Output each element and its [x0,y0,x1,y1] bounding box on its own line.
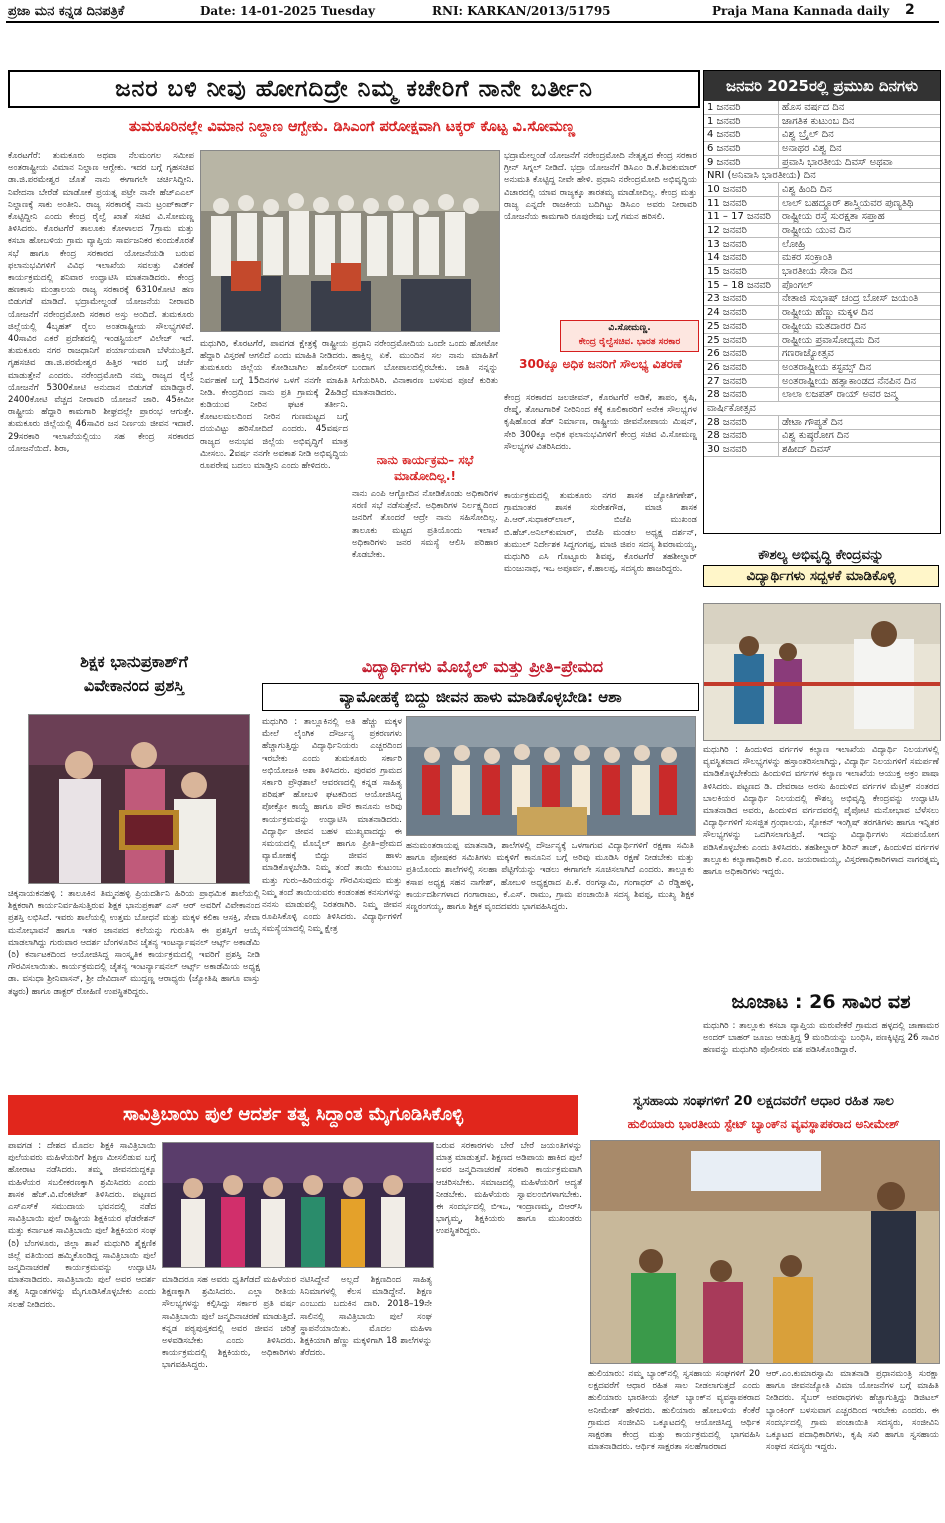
savitri-col-2: ಮಾಡಿದರೂ ಸಹ ಅವರು ಧೃತಿಗೆಡದೆ ಮಹಿಳೆಯರ ಶಿಕ್ಷಣಕ್ಕಾಗಿ ಶ್ರಮಿಸಿದರು. ಎಲ್ಲಾ ರೀತಿಯ ಸೌಲಭ್ಯಗಳನ್ನು ಕಲ್ಪಿಸಿದ್ದು ಸರ್ಕಾರ ಪ್ರತಿ ವರ್ಷ ಸಾವಿತ್ರಿಬಾಯಿ ಪುಲೆ ಜನ್ಮದಿನಾಚರಣೆ ಮಾಡುತ್ತಿದೆ. ಕನ್ನಡ ಪಠ್ಯಪುಸ್ತಕದಲ್ಲಿ ಅವರ ಜೀವನ ಚರಿತ್ರೆ ಅಳವಡಿಸಬೇಕು ಎಂದು ತಿಳಿಸಿದರು. ಕಾರ್ಯಕ್ರಮದಲ್ಲಿ ಶಿಕ್ಷಕಿಯರು, ಅಧಿಕಾರಿಗಳು ಭಾಗವಹಿಸಿದ್ದರು. [162,1275,296,1371]
event-cell: ಲಾಲಾ ಲಜಪತ್ ರಾಯ್ ಅವರ ಜನ್ಮ [779,388,941,402]
dates-table [704,101,940,457]
event-cell: ರಾಷ್ಟ್ರೀಯ ಮತದಾರರ ದಿನ [779,320,941,334]
event-cell: ಡೇಟಾ ಗೌಪ್ಯತೆ ದಿನ [779,415,941,429]
students-headline-1: ವಿದ್ಯಾರ್ಥಿಗಳು ಮೊಬೈಲ್ ಮತ್ತು ಪ್ರೀತಿ–ಪ್ರೇಮದ [361,657,604,676]
event-cell: ನೇತಾಜಿ ಸುಭಾಷ್ ಚಂದ್ರ ಬೋಸ್ ಜಯಂತಿ [779,292,941,306]
date-row [704,155,940,169]
students-headline-2: ವ್ಯಾಮೋಹಕ್ಕೆ ಬಿದ್ದು ಜೀವನ ಹಾಳು ಮಾಡಿಕೊಳ್ಳಬೇಡಿ: ಆಶಾ [262,683,699,711]
date-row [704,224,940,238]
event-cell: ಲೋಹ್ರಿ [779,237,941,251]
date-cell: 28 ಜನವರಿ [704,415,779,429]
event-cell: ರಾಷ್ಟ್ರೀಯ ಪ್ರವಾಸೋದ್ಯಮ ದಿನ [779,333,941,347]
event-cell: ರಾಷ್ಟ್ರೀಯ ಹೆಣ್ಣು ಮಕ್ಕಳ ದಿನ [779,306,941,320]
date-row [704,196,940,210]
award-photo-icon [29,715,249,883]
date-cell: 9 ಜನವರಿ [704,155,779,169]
date-row [704,292,940,306]
bank-headline: ಸ್ವಸಹಾಯ ಸಂಘಗಳಿಗೆ 20 ಲಕ್ಷದವರೆಗೆ ಆಧಾರ ರಹಿತ ಸಾಲ [633,1093,894,1109]
lead-column-300: ಕೇಂದ್ರ ಸರಕಾರದ ಜಲಜೀವನ್, ಕೊರಟಗೆರೆ ಅಡಿಕೆ, ತಾಪಂ, ಕೃಷಿ, ರೇಷ್ಮೆ, ತೋಟಗಾರಿಕೆ ನೀರಿನಿಂದ ಕೆಕ್ಕೆ ಕೂಲಿಕಾರರಿಗೆ ಅನೇಕ ಸೌಲಭ್ಯಗಳ ಕೃಷಿಹೊಂಡ ಶೆಡ್ ನಿರ್ಮಾಣ, ರಾಷ್ಟ್ರೀಯ ಜೀವನೋಪಾಯ ಮಿಷನ್, ಸೇರಿ 300ಕ್ಕೂ ಅಧಿಕ ಫಲಾನುಭವಿಗಳಿಗೆ ಕೇಂದ್ರ ಸಚಿವ ವಿ.ಸೋಮಣ್ಣ ಸೌಲಭ್ಯಗಳ ವಿತರಿಸಿದರು. [504,393,697,452]
group-photo-icon [407,717,695,835]
date-row [704,114,940,128]
savitri-col-1: ಪಾವಗಡ : ದೇಶದ ಮೊದಲ ಶಿಕ್ಷಕಿ ಸಾವಿತ್ರಿಬಾಯಿ ಪುಲೆಯವರು ಮಹಿಳೆಯರಿಗೆ ಶಿಕ್ಷಣ ಮೀಸಲಿಡುವ ಬಗ್ಗೆ ಹೋರಾಟ ನಡೆಸಿದರು. ತಮ್ಮ ಜೀವನದುದ್ದಕ್ಕೂ ಮಹಿಳೆಯರ ಸಬಲೀಕರಣಕ್ಕಾಗಿ ಶ್ರಮಿಸಿದರು ಎಂದು ಶಾಸಕ ಹೆಚ್.ವಿ.ವೆಂಕಟೇಶ್ ತಿಳಿಸಿದರು. ಪಟ್ಟಣದ ಎಸ್‌ಎಸ್‌ಕೆ ಸಮುದಾಯ ಭವನದಲ್ಲಿ ನಡೆದ ಸಾವಿತ್ರಿಬಾಯಿ ಪುಲೆ ರಾಷ್ಟ್ರೀಯ ಶಿಕ್ಷಕಿಯರ ಫೆಡರೇಶನ್ ಮತ್ತು ಕರ್ನಾಟಕ ಸಾವಿತ್ರಿಬಾಯಿ ಪುಲೆ ಶಿಕ್ಷಕಿಯರ ಸಂಘ (ರಿ) ಬೆಂಗಳೂರು, ಜಿಲ್ಲಾ ಶಾಖೆ ಮಧುಗಿರಿ ಶೈಕ್ಷಣಿಕ ಜಿಲ್ಲೆ ವತಿಯಿಂದ ಹಮ್ಮಿಕೊಂಡಿದ್ದ ಸಾವಿತ್ರಿಬಾಯಿ ಪುಲೆ ಜನ್ಮದಿನಾಚರಣೆ ಕಾರ್ಯಕ್ರಮವನ್ನು ಉದ್ಘಾಟಿಸಿ ಮಾತನಾಡಿದರು. ಸಾವಿತ್ರಿಬಾಯಿ ಪುಲೆ ಅವರ ಆದರ್ಶ ತತ್ವ ಸಿದ್ದಾಂತಗಳನ್ನು ಮೈಗೂಡಿಸಿಕೊಳ್ಳಬೇಕು ಎಂದು ಸಲಹೆ ನೀಡಿದರು. [8,1141,156,1310]
page-number: 2 [905,2,915,18]
date-row [704,347,940,361]
event-cell: ಲಾಲ್ ಬಹದ್ದೂರ್ ಶಾಸ್ತ್ರಿಯವರ ಪುಣ್ಯತಿಥಿ [779,196,941,210]
skill-headline-line2: ವಿದ್ಯಾರ್ಥಿಗಳು ಸದ್ಬಳಕೆ ಮಾಡಿಕೊಳ್ಳಿ [703,565,939,587]
important-dates-box [703,70,941,534]
date-cell: 23 ಜನವರಿ [704,292,779,306]
savitri-col-4: ಬರುವ ಸರಕಾರಗಳು ಬೇರೆ ಬೇರೆ ಜಯಂತಿಗಳನ್ನು ಮಾತ್ರ ಮಾಡುತ್ತವೆ. ಶಿಕ್ಷಣದ ಅಡಿಪಾಯ ಹಾಕಿದ ಪುಲೆ ಅವರ ಜನ್ಮದಿನಾಚರಣೆ ಸರಕಾರಿ ಕಾರ್ಯಕ್ರಮವಾಗಿ ಆಚರಿಸಬೇಕು. ಸಮಾಜದಲ್ಲಿ ಮಹಿಳೆಯರಿಗೆ ಆದ್ಯತೆ ನೀಡಬೇಕು. ಮಹಿಳೆಯರು ಸ್ವಾವಲಂಬಿಗಳಾಗಬೇಕು. ಈ ಸಂದರ್ಭದಲ್ಲಿ ಬಿಇಒ, ಇಂದ್ರಾಣಮ್ಮ, ಬಿಆರ್‌ಸಿ ಭಾಗ್ಯಮ್ಮ, ಶಿಕ್ಷಕಿಯರು ಹಾಗೂ ಮುಖಂಡರು ಉಪಸ್ಥಿತರಿದ್ದರು. [436,1141,582,1237]
date-row [704,429,940,443]
date-row [704,388,940,402]
date-cell: 14 ಜನವರಿ [704,251,779,265]
teacher-body: ಚಿಕ್ಕನಾಯಕನಹಳ್ಳಿ : ತಾಲೂಕಿನ ತಿಮ್ಮನಹಳ್ಳಿ ಪ್ರಿಯದರ್ಶಿನಿ ಹಿರಿಯ ಪ್ರಾಥಮಿಕ ಶಾಲೆಯಲ್ಲಿ ಶಿಕ್ಷಕರಾಗಿ ಕಾರ್ಯನಿರ್ವಹಿಸುತ್ತಿರುವ ಶಿಕ್ಷಕ ಭಾನುಪ್ರಕಾಶ್ ಎಸ್ ಆರ್ ಅವರಿಗೆ ವಿವೇಕಾನಂದ ಪ್ರಶಸ್ತಿ ಲಭಿಸಿದೆ. ಇವರು ಶಾಲೆಯಲ್ಲಿ ಉತ್ತಮ ಬೋಧನೆ ಮತ್ತು ಮಕ್ಕಳ ಕಲಿಕಾ ಆಸಕ್ತಿ, ಸೇವಾ ಮನೋಭಾವನೆ ಹಾಗೂ ಇತರ ಜಾನಪದ ಕಲೆಯನ್ನು ಗುರುತಿಸಿ ಈ ಪ್ರಶಸ್ತಿಗೆ ಆಯ್ಕೆ ಮಾಡಲಾಗಿದ್ದು ಗುರುವಾರ ಆದರ್ಶ ಬೆಂಗಳೂರಿನ ಚೈತನ್ಯ ಇಂಟರ್ನ್ಯಾಷನಲ್ ಆರ್ಟ್ಸ್ ಅಕಾಡೆಮಿ (ರಿ) ಕರ್ನಾಟಕದಿಂದ ಆಯೋಜಿಸಿದ್ದ ಸಾಂಸ್ಕೃತಿಕ ಕಾರ್ಯಕ್ರಮದಲ್ಲಿ ಇವರಿಗೆ ಪ್ರಶಸ್ತಿ ನೀಡಿ ಗೌರವಿಸಲಾಯಿತು. ಕಾರ್ಯಕ್ರಮದಲ್ಲಿ ಚೈತನ್ಯ ಇಂಟರ್ನ್ಯಾಷನಲ್ ಆರ್ಟ್ಸ್ ಅಕಾಡೆಮಿಯ ಅಧ್ಯಕ್ಷ ಡಾ. ವಸುಧಾ ಶ್ರೀನಿವಾಸನ್, ಶ್ರೀ ದೇವಿದಾಸ್ ಮುದ್ದಣ್ಣ ಆರಾಧ್ಯರು (ಜ್ಯೋತಿಷಿ ಹಾಗೂ ವಾಸ್ತು ತಜ್ಞರು) ಹಾಗೂ ಡಾಕ್ಟರ್ ರೋಹಿಣಿ ಉಪಸ್ಥಿತರಿದ್ದರು. [8,889,260,997]
date-row [704,306,940,320]
quote-name: ವಿ.ಸೋಮಣ್ಣ. [608,323,651,333]
crowd-photo-icon [201,151,499,331]
lead-column-final: ಕಾರ್ಯಕ್ರಮದಲ್ಲಿ ತುಮಕೂರು ನಗರ ಶಾಸಕ ಜ್ಯೋತಿಗಣೇಶ್, ಗ್ರಾಮಾಂತರ ಶಾಸಕ ಸುರೇಶಗೌಡ, ಮಾಜಿ ಶಾಸಕ ಪಿ.ಆರ್.ಸುಧಾಕರ್‌ಲಾಲ್, ಬಿಜೆಪಿ ಮುಖಂಡ ಬಿ.ಹೆಚ್.ಅನಿಲ್‌ಕುಮಾರ್, ಬಿಜೆಪಿ ಮಂಡಲ ಅಧ್ಯಕ್ಷ ದರ್ಶನ್, ತುಮುಲ್ ನಿರ್ದೇಶಕ ಸಿದ್ದಗಂಗಪ್ಪ, ಮಾಜಿ ಜಿಪಂ ಸದಸ್ಯ ಶಿವರಾಮಯ್ಯ, ಮಧುಗಿರಿ ಎಸಿ ಗೊಟ್ಟೂರು ಶಿವಪ್ಪ, ಕೊರಟಗೆರೆ ತಹಶೀಲ್ದಾರ್ ಮಂಜುನಾಥ, ಇಒ ಅಪೂರ್ವ, ಕೆ.ಹಾಲಪ್ಪ, ಸದಸ್ಯರು ಹಾಜರಿದ್ದರು. [504,491,697,575]
date-cell: 1 ಜನವರಿ [704,101,779,114]
event-cell: ವಿಶ್ವ ಕುಷ್ಠರೋಗ ದಿನ [779,429,941,443]
gambling-headline: ಜೂಜಾಟ : 26 ಸಾವಿರ ವಶ [731,991,911,1013]
date-cell: 24 ಜನವರಿ [704,306,779,320]
date-row [704,320,940,334]
date-row [704,265,940,279]
date-row [704,101,940,114]
teacher-headline-line1: ಶಿಕ್ಷಕ ಭಾನುಪ್ರಕಾಶ್‌ಗೆ [80,652,188,671]
event-cell: ಮಕರ ಸಂಕ್ರಾಂತಿ [779,251,941,265]
lead-column-right: ಭದ್ರಾಮೇಲ್ದಂಡೆ ಯೋಜನೆಗೆ ನರೇಂದ್ರಮೋದಿ ನೇತೃತ್ವದ ಕೇಂದ್ರ ಸರಕಾರ ಗ್ರೀನ್ ಸಿಗ್ನಲ್ ನೀಡಿದೆ. ಭದ್ರಾ ಯೋಜನೆಗೆ ಡಿಸಿಎಂ ಡಿ.ಕೆ.ಶಿವಕುಮಾರ್ ಅನುಮತಿ ಕೊಟ್ಟಿದ್ದ ನೀವೇ ಹೇಳಿ. ಪ್ರಧಾನಿ ನರೇಂದ್ರಮೋದಿ ಅಭಿವೃದ್ಧಿಯ ವಿಚಾರದಲ್ಲಿ ಯಾವ ರಾಜ್ಯಕ್ಕೂ ತಾರತಮ್ಯ ಮಾಡೋದಿಲ್ಲ. ಕೇಂದ್ರ ಮತ್ತು ರಾಜ್ಯ ಎನ್ನದೇ ರಾಜಕೀಯ ಬದಿಗಿಟ್ಟು ಡಿಸಿಎಂ ಅವರು ನೀರಾವರಿ ಯೋಜನೆಯ ಕಾಮಗಾರಿ ರೂಪುರೇಷು ಬಗ್ಗೆ ಗಮನ ಹರಿಸಲಿ. [504,151,697,223]
header-rule [6,21,939,23]
event-cell: ಗಣರಾಜ್ಯೋತ್ಸವ [779,347,941,361]
students-col-2: ಹನುಮಂತರಾಯಪ್ಪ ಮಾತನಾಡಿ, ಶಾಲೆಗಳಲ್ಲಿ ದೌರ್ಜನ್ಯಕ್ಕೆ ಒಳಗಾಗುವ ವಿದ್ಯಾರ್ಥಿಗಳಿಗೆ ರಕ್ಷಣಾ ಸಮಿತಿ ಹಾಗೂ ಪೋಷಕರ ಸಮಿತಿಗಳು ಮಕ್ಕಳಿಗೆ ಕಾನೂನಿನ ಬಗ್ಗೆ ಅರಿವು ಮೂಡಿಸಿ ರಕ್ಷಣೆ ನೀಡಬೇಕು ಮತ್ತು ಪ್ರತಿಯೊಂದು ಶಾಲೆಗಳಲ್ಲಿ ಸಲಹಾ ಪೆಟ್ಟಿಗೆಯನ್ನು ಇಡಲು ಈಗಾಗಲೇ ಸೂಚಿಸಲಾಗಿದೆ ಎಂದರು. ತಾಲ್ಲೂಕು ಕಸಾಪ ಅಧ್ಯಕ್ಷ ಸಹನ ನಾಗೇಶ್, ಹೋಬಳಿ ಅಧ್ಯಕ್ಷರಾದ ಪಿ.ಕೆ. ರಂಗಸ್ವಾಮಿ, ಗಂಗಾಧರ್ ವಿ ರೆಡ್ಡಿಹಳ್ಳಿ, ಕಾರ್ಯದರ್ಶಿಗಳಾದ ಗಂಗಾರಾಜು, ಕೆ.ಎಸ್. ರಾಮು, ಗ್ರಾಮ ಪಂಚಾಯಿತಿ ಸದಸ್ಯ ಶಿವಪ್ಪ, ಮುಖ್ಯ ಶಿಕ್ಷಕ ಸಣ್ಣರಂಗಯ್ಯ, ಹಾಗೂ ಶಿಕ್ಷಕ ವೃಂದದವರು ಭಾಗವಹಿಸಿದ್ದರು. [406,841,694,913]
date-cell: 28 ಜನವರಿ [704,429,779,443]
lead-column-2: ಮಧುಗಿರಿ, ಕೊರಟಗೆರೆ, ಪಾವಗಡ ಕ್ಷೇತ್ರಕ್ಕೆ ರಾಷ್ಟ್ರೀಯ ಹೆದ್ದಾರಿ ವಿಸ್ತರಣೆ ಆಗಲಿದೆ ಎಂದು ಮಾಹಿತಿ ನೀಡಿದರು. ತುಮಕೂರು ಜಿಲ್ಲೆಯ ಕೋಡಿಬಾಗಿಲ ಹೊಲೀಸರ್ ನಿರ್ವಹಣೆ ಬಗ್ಗೆ 15ದಿನಗಳ ಒಳಗೆ ನನಗೇ ಮಾಹಿತಿ ನೀಡಿ. ಕೇಂದ್ರದಿಂದ ನಾನು ಪ್ರತಿ ಗ್ರಾಮಕ್ಕೆ 2ಹಿಡಿದ್ರೆ ಕುಡಿಯುವ ನೀರಿನ ಘಟಕ ತರ್ತೀನಿ. ಕೋಟಲಮಲದಿಂದ ನೀರಿನ ಗುಣಮಟ್ಟದ ಬಗ್ಗೆ ದಯವಿಟ್ಟು ಹರಿಸೋದಿದೆ ಎಂದರು. 45ವರ್ಷದ ರಾಜ್ಯದ ಅನುಭವ ಜಿಲ್ಲೆಯ ಅಭಿವೃದ್ಧಿಗೆ ಮಾತ್ರ ಮೀಸಲು. 2ವರ್ಷ ನನಗೇ ಅವಕಾಶ ನೀಡಿ ಅಭಿವೃದ್ಧಿಯ ರೂಪರೇಷ ಬದಲು ಮಾಡ್ತೀನಿ ಎಂದು ಹೇಳಿದರು. [200,339,348,472]
savitri-photo [162,1142,434,1268]
date-cell: 10 ಜನವರಿ [704,183,779,197]
date-row [704,415,940,429]
teacher-headline [8,650,260,698]
date-cell: 28 ಜನವರಿ [704,388,779,402]
date-cell: 6 ಜನವರಿ [704,142,779,156]
date-cell: 15 ಜನವರಿ [704,265,779,279]
date-cell: 13 ಜನವರಿ [704,237,779,251]
event-cell: ರಾಷ್ಟ್ರೀಯ ಯುವ ದಿನ [779,224,941,238]
bank-col-2: ಆರ್.ಎಂ.ಕುಮಾರಸ್ವಾಮಿ ಮಾತನಾಡಿ ಪ್ರಧಾನಮಂತ್ರಿ ಸುರಕ್ಷಾ ಹಾಗೂ ಜೀವನಜ್ಯೋತಿ ವಿಮಾ ಯೋಜನೆಗಳ ಬಗ್ಗೆ ಮಾಹಿತಿ ನೀಡಿದರು. ಸೈಬರ್ ಅಪರಾಧಗಳು ಹೆಚ್ಚಾಗುತ್ತಿದ್ದು ಡಿಜಿಟಲ್ ಬ್ಯಾಂಕಿಂಗ್ ಬಳಸುವಾಗ ಎಚ್ಚರದಿಂದ ಇರಬೇಕು ಎಂದರು. ಈ ಸಂದರ್ಭದಲ್ಲಿ ಗ್ರಾಮ ಪಂಚಾಯಿತಿ ಸದಸ್ಯರು, ಸಂಜೀವಿನಿ ಒಕ್ಕೂಟದ ಪದಾಧಿಕಾರಿಗಳು, ಕೃಷಿ ಸಖಿ ಹಾಗೂ ಸ್ವಸಹಾಯ ಸಂಘದ ಸದಸ್ಯರು ಇದ್ದರು. [766,1369,939,1453]
date-row [704,278,940,292]
date-cell: 30 ಜನವರಿ [704,443,779,457]
quote-box [560,320,699,352]
event-cell: ಜಾಗತಿಕ ಕುಟುಂಬ ದಿನ [779,114,941,128]
savitri-headline: ಸಾವಿತ್ರಿಬಾಯಿ ಪುಲೆ ಆದರ್ಶ ತತ್ವ ಸಿದ್ದಾಂತ ಮೈಗೂಡಿಸಿಕೊಳ್ಳಿ [8,1095,578,1135]
date-row [704,210,940,224]
lead-column-1: ಕೊರಟಗೆರೆ: ತುಮಕೂರು ಅಥವಾ ನೆಲಮಂಗಲ ಸಮೀಪ ಅಂತರಾಷ್ಟ್ರೀಯ ವಿಮಾನ ನಿಲ್ದಾಣ ಆಗ್ಬೇಕು. ಇದರ ಬಗ್ಗೆ ಗೃಹಸಚಿವ ಡಾ.ಜಿ.ಪರಮೇಶ್ವರ ಜೊತೆ ನಾನು ಈಗಾಗಲೇ ಚರ್ಚಿಸಿದ್ದೀನಿ. ನಿವೇದನಾ ಬೇರೆಡೆ ಮಾಡೋಕೆ ಪ್ರಯತ್ನ ಪಟ್ರೇ ನಾನೇ ಹೆಚ್ಎಎಲ್ ನಿಲ್ದಾಣಕ್ಕೆ ಸಾಕು ಅಂತೀನಿ. ರಾಜ್ಯ ಸರಕಾರಕ್ಕೆ ನಾನು ಟ್ರಂಪ್‌ಕಾರ್ಡ್ ಕೊಟ್ಟಿದ್ದೀನಿ ಎಂದು ಕೇಂದ್ರ ರೈಲ್ವೆ ಖಾತೆ ಸಚಿವ ವಿ.ಸೋಮಣ್ಣ ತಿಳಿಸಿದರು. ಕೊರಟಗೆರೆ ತಾಲೂಕು ಕೋಳಾಲದ 7ಗ್ರಾಮ ಮತ್ತು ಕಸಬಾ ಹೋಬಳಿಯ ಗ್ರಾಮ ವ್ಯಾಪ್ತಿಯ ಸಾರ್ವಜನಿಕರ ಕುಂದುಕೊರತೆ ಸಭೆ ಹಾಗೂ ಕೇಂದ್ರ ಸರಕಾರದ ಯೋಜನೆಯಡಿ ಬರುವ ಫಲಾನುಭವಿಗಳಿಗೆ ವಿವಿಧ ಇಲಾಖೆಯ ಸವಲತ್ತು ವಿತರಣೆ ಕಾರ್ಯಕ್ರಮದಲ್ಲಿ ಶನಿವಾರ ಉದ್ಘಾಟಿಸಿ ಮಾತನಾಡಿದರು. ಕೇಂದ್ರ ಹಣಕಾಸು ಮಂತ್ರಾಲಯ ರಾಜ್ಯ ಸರಕಾರಕ್ಕೆ 6310ಕೋಟಿ ಹಣ ಬಿಡುಗಡೆ ಮಾಡಿದೆ. ಭದ್ರಾಮೇಲ್ದಂಡೆ ಯೋಜನೆಯ ನೀರಾವರಿ ಯೋಜನೆಗೆ ನರೇಂದ್ರಮೋದಿ ಸರಕಾರ ಅಸ್ತು ಅಂದಿದೆ. ತುಮಕೂರು ಜಿಲ್ಲೆಯಲ್ಲಿ 4ಬೃಹತ್ ರೈಲು ಅಂತರಾಷ್ಟ್ರೀಯ ಸೌಲಭ್ಯಗಳಿವೆ. 40ಸಾವಿರ ಎಕರೆ ಪ್ರದೇಶದಲ್ಲಿ ಇಂಡಸ್ಟ್ರಿಯಲ್ ವಿಲೇಜ್ ಇದೆ. ತುಮಕೂರು ನಗರ ರಾಜಧಾನಿಗೆ ಪರ್ಯಾಯವಾಗಿ ಬೆಳೆಯುತ್ತಿದೆ. ಗೃಹಸಚಿವ ಡಾ.ಜಿ.ಪರಮೇಶ್ವರ ಹಿತ್ತಿರ ಇವರ ಬಗ್ಗೆ ಚರ್ಚೆ ಮಾಡುತ್ತೇನೆ ಎಂದರು. ನರೇಂದ್ರಮೋದಿ ನಮ್ಮ ರಾಜ್ಯದ ರೈಲ್ವೆ ಯೋಜನೆಗೆ 5300ಕೋಟಿ ಅನುದಾನ ಬಿಡುಗಡೆ ಮಾಡಿದ್ದಾರೆ. 2400ಕೋಟಿ ವೆಚ್ಚದ ನೀರಾವರಿ ಯೋಜನೆ ಜಾರಿ. 45ಕೀಮೀ ರಾಷ್ಟ್ರೀಯ ಹೆದ್ದಾರಿ ಕಾಮಗಾರಿ ಶೀಘ್ರದಲ್ಲೇ ಪ್ರಾರಂಭ ಆಗುತ್ತೇ. ತುಮಕೂರು ಜಿಲ್ಲೆಯಲ್ಲಿ 46ಸಾವಿರ ಜನ ನಿರ್ಣಯ ಜೀವನ ಇದಾರೆ. 29ಸರಕಾರಿ ಇಲಾಖೆಯಲ್ಲಿಯು ಸಹ ಕೇಂದ್ರ ಸರಕಾರದ ಯೋಜನೆಯಿದೆ. ಶಿರಾ, [8,151,194,454]
skill-headline-line1: ಕೌಶಲ್ಯ ಅಭಿವೃದ್ಧಿ ಕೇಂದ್ರವನ್ನು [758,547,884,563]
date-row [704,443,940,457]
lead-subhead: ತುಮಕೂರಿನಲ್ಲೇ ವಿಮಾನ ನಿಲ್ದಾಣ ಆಗ್ಬೇಕು. ಡಿಸಿಎಂಗೆ ಪರೋಕ್ಷವಾಗಿ ಟಕ್ಕರ್ ಕೊಟ್ಟ ವಿ.ಸೋಮಣ್ಣ [128,119,576,135]
date-cell: 1 ಜನವರಿ [704,114,779,128]
gambling-body: ಮಧುಗಿರಿ : ತಾಲ್ಲೂಕು ಕಸಬಾ ವ್ಯಾಪ್ತಿಯ ಮರುವೇಕೆರೆ ಗ್ರಾಮದ ಹಳ್ಳದಲ್ಲಿ ಜಾಣಾಮರ ಅಂದರ್ ಬಾಹರ್ ಜೂಜು ಆಡುತ್ತಿದ್ದ 9 ಮಂದಿಯನ್ನು ಬಂಧಿಸಿ, ಪಣಕ್ಕಿಟ್ಟಿದ್ದ 26 ಸಾವಿರ ಹಣವನ್ನು ಮಧುಗಿರಿ ಪೊಲೀಸರು ವಶ ಪಡಿಸಿಕೊಂಡಿದ್ದಾರೆ. [703,1021,939,1056]
skill-headline [703,545,939,587]
issue-date: Date: 14-01-2025 Tuesday [200,4,375,18]
lead-sub-300: 300ಕ್ಕೂ ಅಧಿಕ ಜನರಿಗೆ ಸೌಲಭ್ಯ ವಿತರಣೆ [519,357,682,371]
bank-col-1: ಹುಲಿಯಾರು: ನಮ್ಮ ಬ್ಯಾಂಕ್‌ನಲ್ಲಿ ಸ್ವಸಹಾಯ ಸಂಘಗಳಿಗೆ 20 ಲಕ್ಷದವರೆಗೆ ಆಧಾರ ರಹಿತ ಸಾಲ ನೀಡಲಾಗುತ್ತದೆ ಎಂದು ಹುಲಿಯಾರು ಭಾರತೀಯ ಸ್ಟೇಟ್ ಬ್ಯಾಂಕ್‌ನ ವ್ಯವಸ್ಥಾಪಕರಾದ ಅನೀಮೇಶ್ ಹೇಳಿದರು. ಹುಲಿಯಾರು ಹೋಬಳಿಯ ಕೆಂಕೆರೆ ಗ್ರಾಮದ ಸಂಜೀವಿನಿ ಒಕ್ಕೂಟದಲ್ಲಿ ಆಯೋಜಿಸಿದ್ದ ಆರ್ಥಿಕ ಸಾಕ್ಷರತಾ ಕೇಂದ್ರ ಮತ್ತು ಕಾರ್ಯಕ್ರಮದಲ್ಲಿ ಭಾಗವಹಿಸಿ ಮಾತನಾಡಿದರು. ಆರ್ಥಿಕ ಸಾಕ್ಷರತಾ ಸಲಹೆಗಾರರಾದ [588,1369,760,1453]
event-cell: ಅಂತರಾಷ್ಟ್ರೀಯ ಕಸ್ಟಮ್ಸ್ ದಿನ [779,361,941,375]
date-row [704,169,940,183]
date-cell: 12 ಜನವರಿ [704,224,779,238]
date-row [704,128,940,142]
skill-photo [703,603,941,741]
event-cell: ಹೊಸ ವರ್ಷದ ದಿನ [779,101,941,114]
quote-title: ಕೇಂದ್ರ ರೈಲ್ವೆಸಚಿವ. ಭಾರತ ಸರಕಾರ [578,337,681,347]
event-cell: ಅನಾಥರ ವಿಶ್ವ ದಿನ [779,142,941,156]
date-cell: 4 ಜನವರಿ [704,128,779,142]
bank-photo [590,1140,940,1364]
date-cell: 26 ಜನವರಿ [704,347,779,361]
date-cell: 25 ಜನವರಿ [704,320,779,334]
date-cell: ವಾರ್ಷಿಕೋತ್ಸವ [704,402,940,416]
date-row [704,183,940,197]
rni-number: RNI: KARKAN/2013/51795 [432,4,611,18]
dates-title: ಜನವರಿ 2025ರಲ್ಲಿ ಪ್ರಮುಖ ದಿನಗಳು [704,71,940,101]
stage-photo-icon [163,1143,433,1267]
date-cell: 11 – 17 ಜನವರಿ [704,210,779,224]
students-photo [406,716,696,836]
savitri-col-3: ನಟಿಸಿದ್ದೇನೆ ಅಲ್ಲದೆ ಶಿಕ್ಷಣದಿಂದ ಸಾಹಿತ್ಯ ಸಿನಿಮಾಗಳಲ್ಲಿ ಕೆಲಸ ಮಾಡಿದ್ದೇನೆ. ಶಿಕ್ಷಣ ಎಂಬುದು ಬದುಕಿನ ದಾರಿ. 2018–19ನೇ ಸಾಲಿನಲ್ಲಿ ಸಾವಿತ್ರಿಬಾಯಿ ಪುಲೆ ಸಂಘ ಸ್ಥಾಪನೆಯಾಯಿತು. ಮೊದಲ ಮಹಿಳಾ ಶಿಕ್ಷಕಿಯಾಗಿ ಹೆಣ್ಣು ಮಕ್ಕಳಿಗಾಗಿ 18 ಶಾಲೆಗಳನ್ನು ತೆರೆದರು. [300,1275,432,1359]
date-cell: 11 ಜನವರಿ [704,196,779,210]
date-row [704,237,940,251]
date-cell: 26 ಜನವರಿ [704,361,779,375]
date-row [704,333,940,347]
lead-column-karya: ನಾನು ಎಂಪಿ ಆಗ್ಬೋದಿನ ನೋಡಿಕೊಂಡು ಅಧಿಕಾರಿಗಳ ಸರಣಿ ಸಭೆ ನಡೆಸುತ್ತೇನೆ. ಅಧಿಕಾರಿಗಳ ನಿರ್ಲಕ್ಷ್ಯದಿಂದ ಜನರಿಗೆ ತೊಂದರೆ ಆದ್ರೇ ನಾನು ಸಹಿಸೋದಿಲ್ಲ. ತಾಲೂಕು ಮಟ್ಟದ ಪ್ರತಿಯೊಂದು ಇಲಾಖೆ ಅಧಿಕಾರಿಗಳು ಜನರ ಸಮಸ್ಯೆ ಆಲಿಸಿ ಪರಿಹಾರ ಕೊಡಬೇಕು. [352,489,498,561]
event-cell: ಅಂತರಾಷ್ಟ್ರೀಯ ಹತ್ಯಾಕಾಂಡದ ನೆನಪಿನ ದಿನ [779,374,941,388]
date-row [704,361,940,375]
event-cell: ಪೊಂಗಲ್ [779,278,941,292]
paper-name: Praja Mana Kannada daily [712,4,890,18]
event-cell: ಭಾರತೀಯ ಸೇನಾ ದಿನ [779,265,941,279]
date-row [704,142,940,156]
date-row [704,374,940,388]
teacher-headline-line2: ವಿವೇಕಾನಂದ ಪ್ರಶಸ್ತಿ [83,676,185,695]
lead-sub-karya: ನಾನು ಕಾರ್ಯಕ್ರಮ– ಸಭೆ ಮಾಡೋದಿಲ್ಲ.! [376,453,474,483]
students-col-1: ಮಧುಗಿರಿ : ತಾಲ್ಲೂಕಿನಲ್ಲಿ ಅತಿ ಹೆಚ್ಚು ಮಕ್ಕಳ ಮೇಲೆ ಲೈಂಗಿಕ ದೌರ್ಜನ್ಯ ಪ್ರಕರಣಗಳು ಹೆಚ್ಚಾಗುತ್ತಿದ್ದು ವಿದ್ಯಾರ್ಥಿನಿಯರು ಎಚ್ಚರದಿಂದ ಇರಬೇಕು ಎಂದು ತುಮಕೂರು ಸರ್ಕಾರಿ ಅಭಿಯೋಜಕಿ ಆಶಾ ತಿಳಿಸಿದರು. ಪುರವರ ಗ್ರಾಮದ ಸರ್ಕಾರಿ ಪ್ರೌಢಶಾಲೆ ಆವರಣದಲ್ಲಿ ಕನ್ನಡ ಸಾಹಿತ್ಯ ಪರಿಷತ್ ಹೋಬಳಿ ಘಟಕದಿಂದ ಆಯೋಜಿಸಿದ್ದ ಪೋಕ್ಸೋ ಕಾಯ್ದೆ ಹಾಗೂ ಪೌರ ಕಾನೂನು ಅರಿವು ಕಾರ್ಯಕ್ರಮವನ್ನು ಉದ್ಘಾಟಿಸಿ ಮಾತನಾಡಿದರು. ವಿದ್ಯಾರ್ಥಿ ಜೀವನ ಬಹಳ ಮುಖ್ಯವಾದದ್ದು ಈ ಸಮಯದಲ್ಲಿ ಮೊಬೈಲ್ ಹಾಗೂ ಪ್ರೀತಿ–ಪ್ರೇಮದ ವ್ಯಾಮೋಹಕ್ಕೆ ಬಿದ್ದು ಜೀವನ ಹಾಳು ಮಾಡಿಕೊಳ್ಳಬೇಡಿ. ನಿಮ್ಮ ತಂದೆ ತಾಯಿ ಕುಟುಂಬ ಮತ್ತು ಗುರು–ಹಿರಿಯರನ್ನು ಗೌರವಿಸುವುದು ಮತ್ತು ನಿಮ್ಮ ತಂದೆ ತಾಯಿಯವರು ಕಂಡಂತಹ ಕನಸುಗಳನ್ನು ನನಸು ಮಾಡುವಲ್ಲಿ ನಿರತರಾಗಿರಿ. ನಿಮ್ಮ ಜೀವನ ರೂಪಿಸಿಕೊಳ್ಳಿ ಎಂದು ತಿಳಿಸಿದರು. ವಿದ್ಯಾರ್ಥಿಗಳಿಗೆ ಸಮಸ್ಯೆಯಾದಲ್ಲಿ ನಿಮ್ಮ ಕ್ಷೇತ್ರ [262,717,402,935]
lead-photo [200,150,500,332]
ribbon-cutting-photo-icon [704,604,940,740]
teacher-photo [28,714,250,884]
lead-column-3: ಪ್ರಧಾನಿ ನರೇಂದ್ರಮೋದಿಯ ಒಂದೇ ಒಂದು ಹೋಟೋ ಹಾಕ್ತಿಲ್ಲ ಏಕೆ. ಮುಂದಿನ ಸಲ ನಾನು ಮಾಹಿತಿಗೆ ಬಂದಾಗ ಬೋಪಾಲದಲ್ಲಿರಬೇಕು. ಜಾತಿ ನನ್ನನ್ನು ಸಿಗೆಯರಿಸಿರಿ. ವಿನಾಕಾರಣ ಬಳಸುವ ಪೂಜೆ ಕುರಿತು ಮಾತನಾಡಿದರು. [352,339,498,398]
event-cell: ವಿಶ್ವ ಹಿಂದಿ ದಿನ [779,183,941,197]
date-cell: NRI (ಅನಿವಾಸಿ ಭಾರತೀಯ) ದಿನ [704,169,940,183]
date-row [704,402,940,416]
skill-body: ಮಧುಗಿರಿ : ಹಿಂದುಳಿದ ವರ್ಗಗಳ ಕಲ್ಯಾಣ ಇಲಾಖೆಯ ವಿದ್ಯಾರ್ಥಿ ನಿಲಯಗಳಲ್ಲಿ ವ್ಯವಸ್ಥಿತವಾದ ಸೌಲಭ್ಯಗಳನ್ನು ಹಸ್ತಾಂತರಿಸಲಾಗಿದ್ದು, ವಿದ್ಯಾರ್ಥಿ ನಿಲಯಗಳಿಗೆ ಸಮರ್ಪಣೆ ಮಾಡಿಕೊಳ್ಳಬೇಕೆಂದು ಹಿಂದುಳಿದ ವರ್ಗಗಳ ಕಲ್ಯಾಣ ಇಲಾಖೆಯ ಆಯುಕ್ತ ಅಕ್ರಂ ಪಾಷಾ ತಿಳಿಸಿದರು. ಪಟ್ಟಣದ ಡಿ. ದೇವರಾಜ ಅರಸು ಹಿಂದುಳಿದ ವರ್ಗಗಳ ಮೆಟ್ರಿಕ್ ನಂತರದ ಬಾಲಕಿಯರ ವಿದ್ಯಾರ್ಥಿ ನಿಲಯದಲ್ಲಿ ಕೌಶಲ್ಯ ಅಭಿವೃದ್ಧಿ ಕೇಂದ್ರವನ್ನು ಉದ್ಘಾಟಿಸಿ ಮಾತನಾಡಿದ ಅವರು, ಹಿಂದುಳಿದ ವರ್ಗದವರಲ್ಲಿ ಪೈಪೋಟಿ ಮನೋಭಾವ ಬೆಳೆಸಲು ವಿದ್ಯಾರ್ಥಿಗಳಿಗೆ ಸುಸಜ್ಜಿತ ಗ್ರಂಥಾಲಯ, ಸ್ಪೋಕನ್ ಇಂಗ್ಲಿಷ್ ತರಗತಿಗಳು ಹಾಗೂ ಇನ್ನಿತರ ಸೌಲಭ್ಯಗಳನ್ನು ಒದಗಿಸಲಾಗುತ್ತಿದೆ. ಇದನ್ನು ವಿದ್ಯಾರ್ಥಿಗಳು ಸದುಪಯೋಗ ಪಡಿಸಿಕೊಳ್ಳಬೇಕು ಎಂದು ತಿಳಿಸಿದರು. ತಹಶೀಲ್ದಾರ್ ಶಿರಿನ್ ತಾಜ್, ಹಿಂದುಳಿದ ವರ್ಗಗಳ ತಾಲ್ಲೂಕು ಕಲ್ಯಾಣಾಧಿಕಾರಿ ಕೆ.ಎಂ. ಜಯರಾಮಯ್ಯ, ವಿಸ್ತರಣಾಧಿಕಾರಿಗಳಾದ ನಾಗರತ್ನಮ್ಮ ಹಾಗೂ ಅಧಿಕಾರಿಗಳು ಇದ್ದರು. [703,745,939,878]
event-cell: ಪ್ರವಾಸಿ ಭಾರತೀಯ ದಿವಸ್ ಅಥವಾ [779,155,941,169]
date-cell: 15 – 18 ಜನವರಿ [704,278,779,292]
lead-headline: ಜನರ ಬಳಿ ನೀವು ಹೋಗದಿದ್ರೇ ನಿಮ್ಮ ಕಚೇರಿಗೆ ನಾನೇ ಬರ್ತೀನಿ [8,70,700,108]
masthead [0,0,945,60]
meeting-photo-icon [591,1141,939,1363]
date-row [704,251,940,265]
date-cell: 25 ಜನವರಿ [704,333,779,347]
event-cell: ರಾಷ್ಟ್ರೀಯ ರಸ್ತೆ ಸುರಕ್ಷತಾ ಸಪ್ತಾಹ [779,210,941,224]
event-cell: ವಿಶ್ವ ಬ್ರೈಲ್ ದಿನ [779,128,941,142]
newspaper-logo: ಪ್ರಜಾ ಮನ ಕನ್ನಡ ದಿನಪತ್ರಿಕೆ [8,4,125,19]
bank-subhead: ಹುಲಿಯಾರು ಭಾರತೀಯ ಸ್ಟೇಟ್ ಬ್ಯಾಂಕ್‌ನ ವ್ಯವಸ್ಥಾಪಕರಾದ ಅನೀಮೇಶ್ [627,1117,900,1131]
date-cell: 27 ಜನವರಿ [704,374,779,388]
event-cell: ಶಹೀದ್ ದಿವಸ್ [779,443,941,457]
